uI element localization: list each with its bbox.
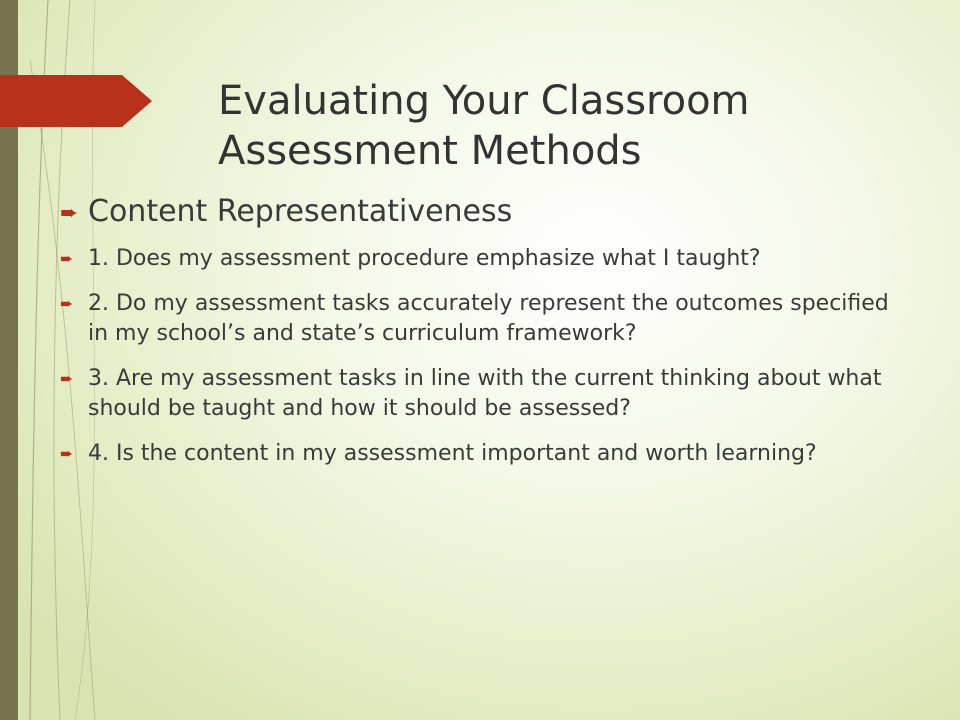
list-item	[60, 439, 890, 469]
list-item	[60, 364, 890, 424]
section-heading	[60, 190, 890, 234]
list-item	[60, 244, 890, 274]
arrow-bullet-icon: ➨	[60, 369, 74, 388]
arrow-bullet-icon: ➨	[60, 201, 79, 226]
slide-content	[60, 190, 890, 484]
arrow-bullet-icon: ➨	[60, 444, 74, 463]
list-item-text: 4. Is the content in my assessment important and worth learning?	[88, 441, 817, 466]
list-item-text: 1. Does my assessment procedure emphasize what I taught?	[88, 246, 761, 271]
section-heading-text: Content Representativeness	[88, 194, 513, 229]
list-item-text: 3. Are my assessment tasks in line with the current thinking about what should be taught and how it should be assessed?	[88, 366, 882, 421]
arrow-bullet-icon: ➨	[60, 249, 74, 268]
slide-title: Evaluating Your Classroom Assessment Methods	[218, 78, 750, 174]
arrow-bullet-icon: ➨	[60, 294, 74, 313]
list-item-text: 2. Do my assessment tasks accurately represent the outcomes specified in my school’s and state’s curriculum framework?	[88, 291, 889, 346]
title-accent-tab	[0, 75, 152, 127]
list-item	[60, 289, 890, 349]
